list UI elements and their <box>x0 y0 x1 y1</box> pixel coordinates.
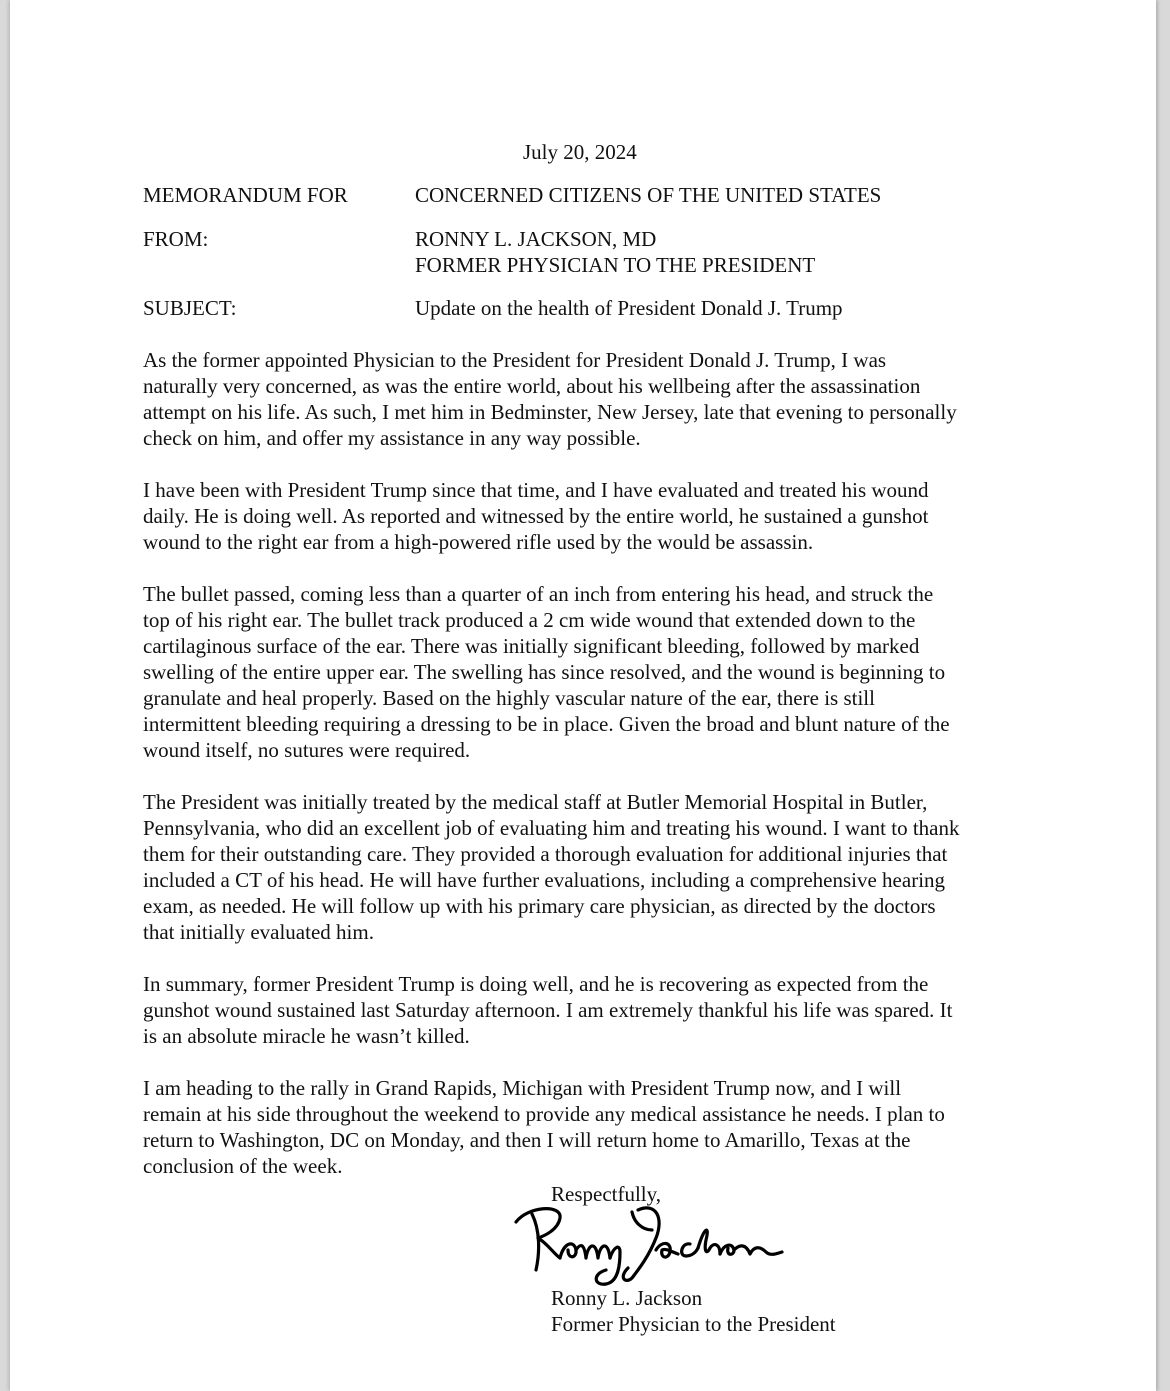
handwritten-signature <box>510 1200 785 1290</box>
body-paragraph-5: In summary, former President Trump is doing well, and he is recovering as expected from the gunshot wound sustained last Saturday afternoon. I am extremely thankful his life was spared. It is an absolute miracle he wasn’t killed. <box>143 972 953 1048</box>
body-paragraph-2: I have been with President Trump since that time, and I have evaluated and treated his wound daily. He is doing well. As reported and witnessed by the entire world, he sustained a gunshot wound to the right ear from a high-powered rifle used by the would be assassin. <box>143 478 929 554</box>
memo-for-label: MEMORANDUM FOR <box>143 183 348 207</box>
memo-from-title: FORMER PHYSICIAN TO THE PRESIDENT <box>415 253 816 277</box>
memo-body <box>143 347 1043 1205</box>
body-paragraph-3: The bullet passed, coming less than a quarter of an inch from entering his head, and struck the top of his right ear. The bullet track produced a 2 cm wide wound that extended down to the cartilaginous surface of the ear. There was initially significant bleeding, followed by marked swelling of the entire upper ear. The swelling has since resolved, and the wound is beginning to granulate and heal properly. Based on the highly vascular nature of the ear, there is still intermittent bleeding requiring a dressing to be in place. Given the broad and blunt nature of the wound itself, no sutures were required. <box>143 582 950 762</box>
closing-text: Respectfully, <box>551 1182 662 1206</box>
memo-for-value: CONCERNED CITIZENS OF THE UNITED STATES <box>415 183 882 207</box>
body-paragraph-6: I am heading to the rally in Grand Rapids, Michigan with President Trump now, and I will remain at his side throughout the weekend to provide any medical assistance he needs. I plan to return to Washington, DC on Monday, and then I will return home to Amarillo, Texas at the conclusion of the week. <box>143 1076 945 1178</box>
memo-subject-label: SUBJECT: <box>143 296 237 320</box>
memo-from-label: FROM: <box>143 227 209 251</box>
body-paragraph-1: As the former appointed Physician to the President for President Donald J. Trump, I was naturally very concerned, as was the entire world, about his wellbeing after the assassination attempt on his life. As such, I met him in Bedminster, New Jersey, late that evening to personally check on him, and offer my assistance in any way possible. <box>143 348 957 450</box>
memo-page <box>10 0 1156 1391</box>
signer-name: Ronny L. Jackson <box>551 1286 703 1310</box>
signer-title: Former Physician to the President <box>551 1312 836 1336</box>
body-paragraph-4: The President was initially treated by the medical staff at Butler Memorial Hospital in Butler, Pennsylvania, who did an excellent job of evaluating him and treating his wound. I want to thank them for their outstanding care. They provided a thorough evaluation for additional injuries that included a CT of his head. He will have further evaluations, including a comprehensive hearing exam, as needed. He will follow up with his primary care physician, as directed by the doctors that initially evaluated him. <box>143 790 960 944</box>
memo-date: July 20, 2024 <box>523 140 637 164</box>
memo-from-name: RONNY L. JACKSON, MD <box>415 227 657 251</box>
memo-subject-value: Update on the health of President Donald J. Trump <box>415 296 843 320</box>
